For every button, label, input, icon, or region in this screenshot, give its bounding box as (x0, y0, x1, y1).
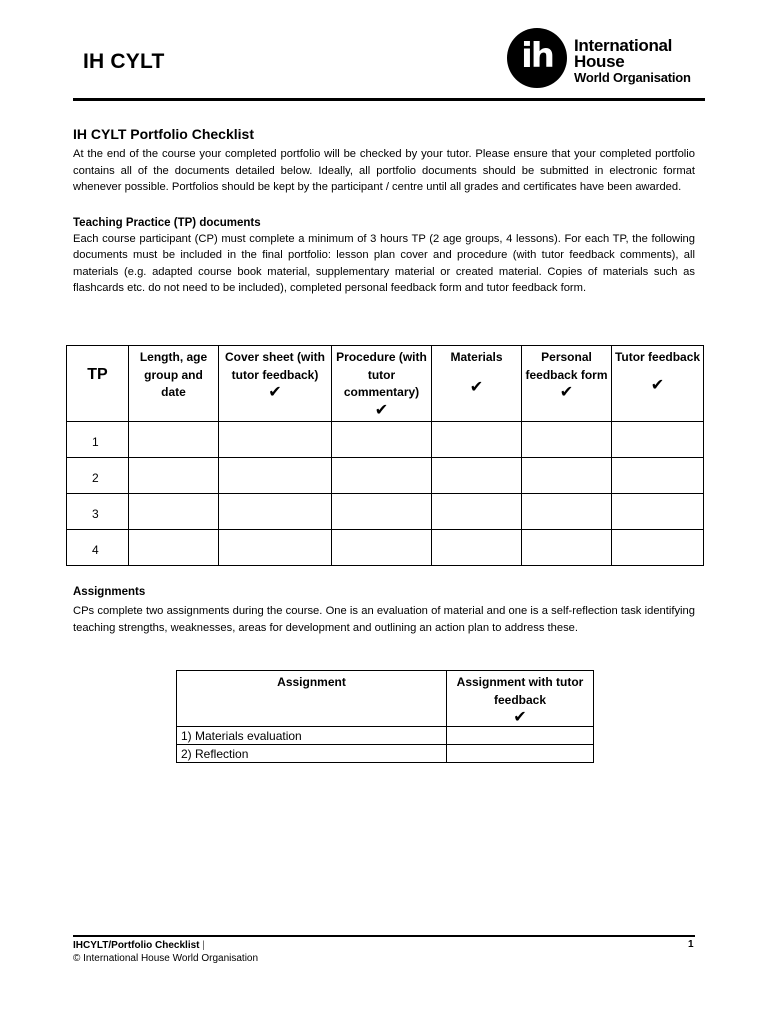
table-cell[interactable] (432, 494, 522, 530)
tp-number-cell: 1 (67, 422, 129, 458)
table-cell[interactable] (522, 422, 612, 458)
table-cell[interactable] (612, 494, 704, 530)
assignment-name-cell: 1) Materials evaluation (177, 727, 447, 745)
table-row (67, 494, 704, 530)
checkmark-icon: ✔ (268, 384, 282, 401)
table-row (177, 745, 594, 763)
tp-checklist-table (66, 345, 704, 566)
assignment-name-cell: 2) Reflection (177, 745, 447, 763)
assignments-table (176, 670, 594, 763)
table-cell[interactable] (612, 530, 704, 566)
main-content (73, 126, 695, 297)
assignments-heading: Assignments (73, 586, 146, 598)
assignment-feedback-column-label: Assignment with tutor feedback (456, 675, 584, 707)
logo-line-2: House (574, 52, 625, 71)
footer-document-name: IHCYLT/Portfolio Checklist (73, 940, 200, 951)
materials-column-header (432, 346, 522, 422)
document-header-title: IH CYLT (83, 50, 165, 73)
table-cell[interactable] (332, 458, 432, 494)
ih-logo-mark-text: ih (521, 36, 553, 76)
logo-line-1: International (574, 36, 673, 55)
table-row (67, 422, 704, 458)
table-row (67, 458, 704, 494)
checkmark-icon: ✔ (374, 401, 389, 419)
tp-number-cell: 3 (67, 494, 129, 530)
tp-number-cell: 2 (67, 458, 129, 494)
table-cell[interactable] (219, 494, 332, 530)
table-cell[interactable] (522, 530, 612, 566)
tp-number-cell: 4 (67, 530, 129, 566)
checkmark-icon: ✔ (559, 384, 574, 401)
checklist-title: IH CYLT Portfolio Checklist (73, 126, 254, 142)
checkmark-icon: ✔ (469, 378, 484, 396)
ih-logo (507, 28, 707, 90)
checkmark-icon: ✔ (513, 709, 527, 726)
intro-paragraph: At the end of the course your completed portfolio will be checked by your tutor. Please ensure that your completed portfolio contains all of the documents detailed below. Ideally, all portfolio documents should be submitted in electronic format whenever possible. Portfolios should be kept by the participant / centre until all grades and certificates have been awarded. (73, 148, 695, 193)
procedure-column-label: Procedure (with tutor commentary) (336, 350, 427, 399)
table-cell[interactable] (219, 530, 332, 566)
table-cell[interactable] (332, 494, 432, 530)
footer (73, 939, 258, 965)
personal-feedback-column-label: Personal feedback form (525, 350, 608, 382)
table-cell[interactable] (129, 530, 219, 566)
tp-section-heading: Teaching Practice (TP) documents (73, 216, 261, 229)
assignments-paragraph: CPs complete two assignments during the course. One is an evaluation of material and one is a self-reflection task identifying teaching strengths, weaknesses, areas for development and outlining an action plan to address these. (73, 605, 695, 634)
personal-feedback-column-header (522, 346, 612, 422)
table-cell[interactable] (332, 530, 432, 566)
materials-column-label: Materials (450, 350, 503, 364)
assignment-column-header: Assignment (177, 671, 447, 727)
table-cell[interactable] (522, 494, 612, 530)
cover-sheet-column-header (219, 346, 332, 422)
assignment-feedback-column-header (447, 671, 594, 727)
tutor-feedback-column-header (612, 346, 704, 422)
footer-copyright: © International House World Organisation (73, 953, 259, 964)
table-cell[interactable] (219, 458, 332, 494)
table-cell[interactable] (219, 422, 332, 458)
footer-divider (73, 935, 695, 937)
table-cell[interactable] (612, 458, 704, 494)
table-cell[interactable] (129, 422, 219, 458)
length-column-label: Length, age group and date (139, 350, 208, 399)
cover-sheet-column-label: Cover sheet (with tutor feedback) (224, 350, 326, 382)
table-cell[interactable] (447, 745, 594, 763)
table-row (177, 727, 594, 745)
procedure-column-header (332, 346, 432, 422)
table-cell[interactable] (129, 458, 219, 494)
footer-separator: | (202, 940, 205, 951)
table-cell[interactable] (432, 422, 522, 458)
header-divider (73, 98, 705, 101)
table-cell[interactable] (432, 530, 522, 566)
table-row (67, 530, 704, 566)
tp-column-header: TP (67, 346, 129, 422)
ih-logo-mark (507, 28, 567, 88)
table-cell[interactable] (432, 458, 522, 494)
length-column-header (129, 346, 219, 422)
tp-section-paragraph: Each course participant (CP) must complete a minimum of 3 hours TP (2 age groups, 4 lessons). For each TP, the following documents must be included in the final portfolio: lesson plan cover and procedure (with tutor feedback comments), all materials (e.g. adapted course book material, supplementary material or created material. Copies of materials such as flashcards etc. do not need to be included), completed personal feedback form and tutor feedback form. (73, 232, 695, 294)
table-cell[interactable] (522, 458, 612, 494)
tutor-feedback-column-label: Tutor feedback (614, 350, 701, 364)
checkmark-icon: ✔ (650, 376, 665, 394)
ih-logo-wordmark (574, 38, 691, 86)
table-cell[interactable] (129, 494, 219, 530)
table-cell[interactable] (447, 727, 594, 745)
page-number: 1 (688, 939, 694, 950)
table-cell[interactable] (332, 422, 432, 458)
logo-line-3: World Organisation (574, 70, 691, 85)
table-cell[interactable] (612, 422, 704, 458)
tp-table-header-row (67, 346, 704, 422)
assignments-header-row (177, 671, 594, 727)
